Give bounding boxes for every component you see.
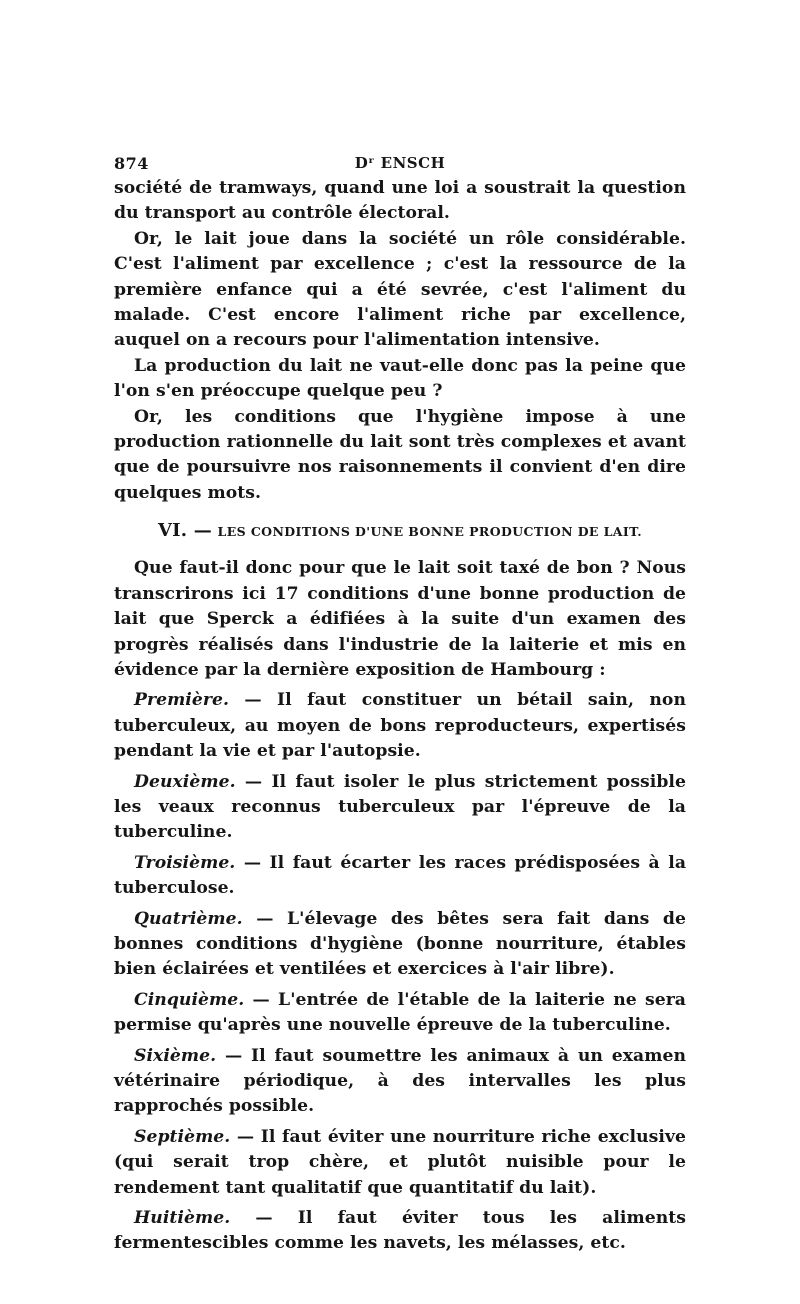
condition-text: — Il faut isoler le plus strictement possible les veaux reconnus tuberculeux par l'épreuve de la tuberculine.: [114, 771, 686, 843]
condition-6: [114, 1044, 686, 1120]
page-header: [114, 150, 686, 176]
paragraph-continuation: société de tramways, quand une loi a soustrait la question du transport au contrôle électoral.: [114, 178, 686, 224]
condition-text: — Il faut soumettre les animaux à un examen vétérinaire périodique, à des intervalles les plus rapprochés possible.: [114, 1045, 686, 1117]
condition-7: [114, 1125, 686, 1201]
condition-label: Sixième.: [134, 1045, 217, 1066]
book-page: [114, 150, 686, 1257]
condition-text: — Il faut écarter les races prédisposées à la tuberculose.: [114, 852, 686, 899]
paragraph: La production du lait ne vaut-elle donc pas la peine que l'on s'en préoccupe quelque peu ?: [114, 355, 686, 402]
condition-text: — L'entrée de l'étable de la laiterie ne sera permise qu'après une nouvelle épreuve de la tuberculine.: [114, 989, 686, 1036]
condition-4: [114, 907, 686, 983]
condition-label: Huitième.: [134, 1208, 231, 1229]
condition-3: [114, 851, 686, 902]
condition-text: — L'élevage des bêtes sera fait dans de bonnes conditions d'hygiène (bonne nourriture, étables bien éclairées et ventilées et exercices à l'air libre).: [114, 908, 686, 980]
condition-label: Quatrième.: [134, 908, 243, 929]
section-heading: [114, 519, 686, 544]
condition-label: Septième.: [134, 1126, 231, 1147]
condition-text: — Il faut constituer un bétail sain, non tuberculeux, au moyen de bons reproducteurs, expertisés pendant la vie et par l'autopsie.: [114, 690, 686, 762]
condition-label: Première.: [134, 690, 229, 711]
page-number: 874: [114, 154, 149, 173]
condition-text: — Il faut éviter une nourriture riche exclusive (qui serait trop chère, et plutôt nuisible pour le rendement tant qualitatif que quantitatif du lait).: [114, 1126, 686, 1198]
condition-text: — Il faut éviter tous les aliments fermentescibles comme les navets, les mélasses, etc.: [114, 1208, 686, 1254]
condition-8: [114, 1206, 686, 1257]
condition-label: Deuxième.: [134, 771, 236, 792]
condition-label: Cinquième.: [134, 989, 245, 1010]
paragraph: Or, le lait joue dans la société un rôle considérable. C'est l'aliment par excellence ; c'est la ressource de la première enfance qui a été sevrée, c'est l'aliment du malade. C'est encore l'aliment riche par excellence, auquel on a recours pour l'alimentation intensive.: [114, 228, 686, 351]
page-body: [114, 176, 686, 1257]
paragraph: Or, les conditions que l'hygiène impose à une production rationnelle du lait sont très complexes et avant que de poursuivre nos raisonnements il convient d'en dire quelques mots.: [114, 406, 686, 503]
condition-2: [114, 770, 686, 846]
running-title: Dʳ ENSCH: [354, 154, 446, 172]
section-title: LES CONDITIONS D'UNE BONNE PRODUCTION DE LAIT.: [217, 524, 642, 540]
condition-5: [114, 988, 686, 1039]
condition-label: Troisième.: [134, 852, 236, 873]
section-number: VI. —: [158, 520, 212, 542]
intro-paragraph: Que faut-il donc pour que le lait soit taxé de bon ? Nous transcrirons ici 17 conditions d'une bonne production de lait que Sperck a édifiées à la suite d'un examen des progrès réalisés dans l'industrie de la laiterie et mis en évidence par la dernière exposition de Hambourg :: [114, 558, 686, 680]
condition-1: [114, 688, 686, 764]
